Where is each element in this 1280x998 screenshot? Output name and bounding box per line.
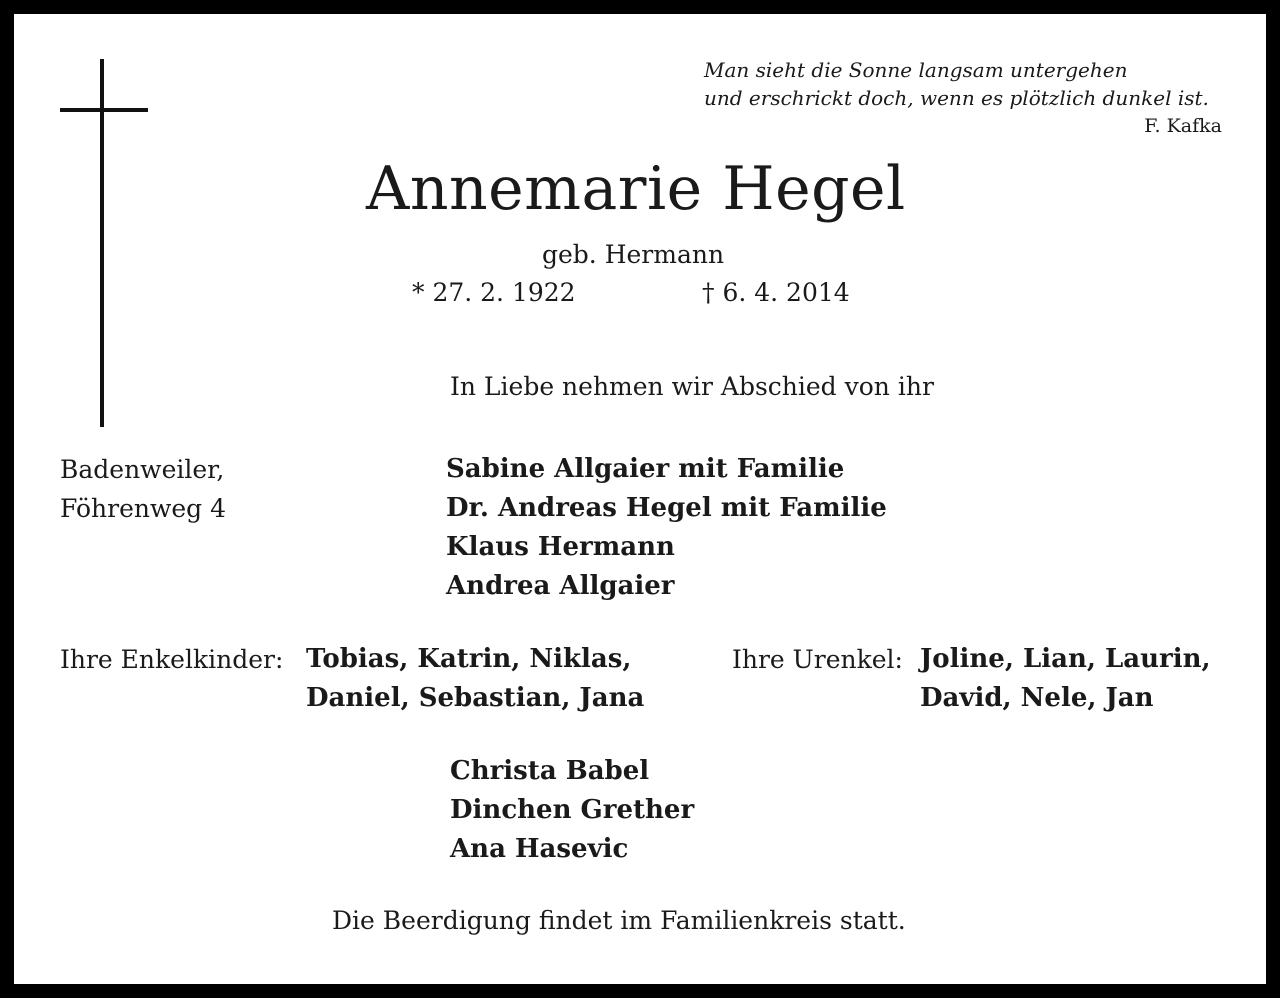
list-item: Andrea Allgaier (446, 571, 675, 601)
quote-line-1: Man sieht die Sonne langsam untergehen (704, 58, 1128, 82)
address-line: Badenweiler, (60, 455, 225, 484)
grandchildren-list (306, 640, 644, 718)
others-list (450, 752, 694, 869)
great-grandchildren-label: Ihre Urenkel: (732, 645, 903, 674)
list-item: Klaus Hermann (446, 532, 675, 562)
deceased-name: Annemarie Hegel (366, 154, 906, 224)
list-item: Christa Babel (450, 756, 650, 786)
quote-line-2: und erschrickt doch, wenn es plötzlich dunkel ist. (704, 86, 1209, 110)
list-item: Dr. Andreas Hegel mit Familie (446, 493, 887, 523)
list-item: Sabine Allgaier mit Familie (446, 454, 845, 484)
kafka-quote (704, 56, 1209, 112)
list-item: Ana Hasevic (450, 834, 629, 864)
death-date: † 6. 4. 2014 (702, 278, 850, 307)
address-line: Föhrenweg 4 (60, 494, 227, 523)
birth-date: * 27. 2. 1922 (412, 278, 576, 307)
quote-author: F. Kafka (1144, 115, 1222, 137)
grandchildren-label: Ihre Enkelkinder: (60, 645, 284, 674)
list-item: Daniel, Sebastian, Jana (306, 683, 645, 713)
address (60, 450, 226, 528)
list-item: Dinchen Grether (450, 795, 695, 825)
list-item: David, Nele, Jan (920, 683, 1154, 713)
farewell-text: In Liebe nehmen wir Abschied von ihr (450, 372, 934, 401)
list-item: Joline, Lian, Laurin, (920, 644, 1211, 674)
great-grandchildren-list (920, 640, 1211, 718)
list-item: Tobias, Katrin, Niklas, (306, 644, 632, 674)
funeral-note: Die Beerdigung findet im Familienkreis statt. (332, 906, 906, 935)
obituary-card (14, 14, 1266, 984)
mourners-list (446, 450, 887, 606)
maiden-name: geb. Hermann (542, 240, 725, 269)
